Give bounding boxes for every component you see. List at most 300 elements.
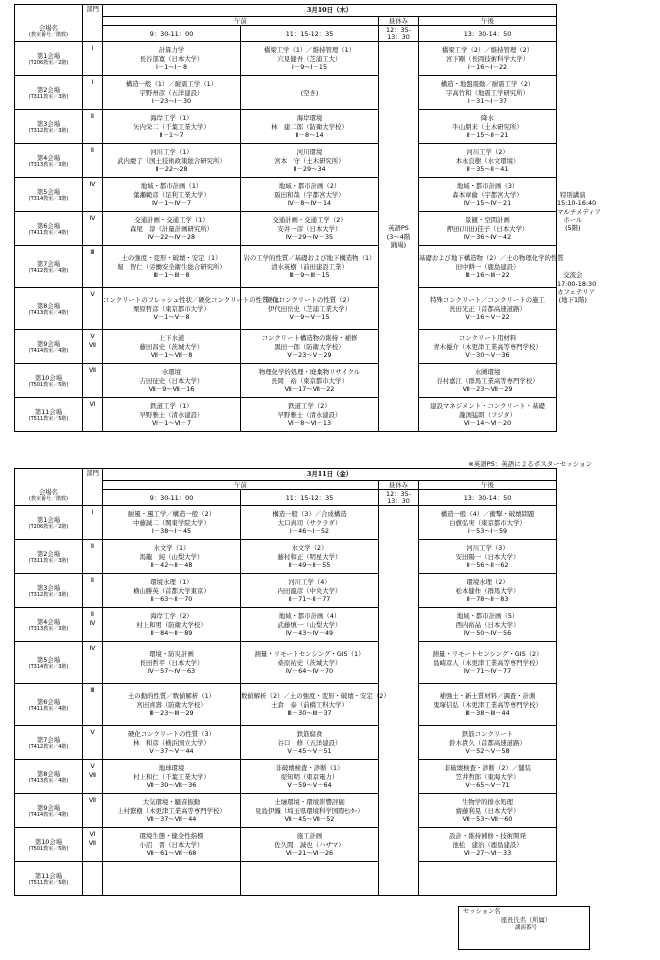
session-cell — [241, 642, 379, 684]
session-cell — [419, 684, 557, 726]
session-cell — [241, 144, 379, 178]
venue-cell — [15, 364, 83, 398]
venue-name: 第10会場 — [34, 837, 63, 846]
session-cell — [241, 246, 379, 288]
time-slot-3: 13：30-14：50 — [419, 490, 557, 506]
session-cell — [103, 794, 241, 828]
venue-name: 第7会場 — [36, 259, 61, 268]
venue-room: (T411教室／4階) — [28, 705, 69, 712]
session-cell — [419, 760, 557, 794]
dept-cell: Ⅴ Ⅶ — [83, 760, 103, 794]
session-title: 土壌環境・環境影響評価 — [274, 798, 345, 807]
session-cell — [103, 42, 241, 76]
session-title: 設計・維持補修・技術開発 — [449, 832, 526, 841]
session-cell — [103, 212, 241, 246]
session-cell — [419, 76, 557, 110]
session-chair: 宇高竹和（地震工学研究所） — [445, 88, 530, 97]
time-slot-3: 13：30-14：50 — [419, 26, 557, 42]
session-title: 土の動的性質／数値解析（1） — [127, 692, 216, 701]
session-chair: 白旗弘実（東京都市大学） — [449, 518, 526, 527]
session-numbers: Ⅴ－30～Ⅴ－36 — [465, 350, 510, 359]
session-numbers: Ⅲ－30～Ⅲ－37 — [287, 708, 332, 717]
session-chair: 横山勝英（首都大学東京） — [133, 586, 210, 595]
venue-cell — [15, 642, 83, 684]
venue-row — [15, 684, 589, 726]
session-numbers: Ⅰ－16～Ⅰ－22 — [467, 62, 508, 71]
session-chair: 栗原哲彦（東京都市大学） — [133, 304, 210, 313]
session-title: (空き) — [300, 88, 319, 97]
venue-room: (T311教室／3階) — [28, 557, 69, 564]
dept-cell: Ⅱ — [83, 540, 103, 574]
session-cell — [103, 246, 241, 288]
session-title: 構造一般（4）／衝撃・破壊問題 — [440, 510, 535, 519]
dept-cell: Ⅲ — [83, 684, 103, 726]
session-numbers: Ⅱ－1～7 — [159, 130, 184, 139]
venue-room: (T206教室／2階) — [28, 59, 69, 66]
session-cell — [103, 398, 241, 432]
venue-cell — [15, 506, 83, 540]
session-title: 河川工学（1） — [150, 148, 193, 157]
blank-cell — [557, 828, 589, 862]
venue-room: (T511教室／5階) — [28, 415, 69, 422]
session-numbers: Ⅰ－9～Ⅰ－15 — [291, 62, 328, 71]
venue-cell — [15, 144, 83, 178]
lunch-header: 昼休み — [379, 481, 419, 490]
legend-session-name: セッション名 — [463, 908, 501, 915]
venue-room: (T414教室／4階) — [28, 811, 69, 818]
venue-header-sub: (教室番号／階数) — [29, 496, 68, 503]
session-title: 施工計画 — [296, 832, 323, 841]
session-chair: 藤田昌史（茨城大学） — [139, 342, 204, 351]
session-numbers: Ⅲ－1～Ⅲ－8 — [153, 270, 190, 279]
venue-cell — [15, 110, 83, 144]
session-chair: 早野雅士（清水建設） — [277, 410, 342, 419]
date-heading: 3月11日（金） — [103, 469, 557, 481]
dept-cell: Ⅲ — [83, 246, 103, 288]
dept-cell: Ⅳ — [83, 642, 103, 684]
pm-header: 午後 — [419, 17, 557, 26]
lunch-cell — [379, 506, 419, 896]
session-chair: 長谷部寛（日本大学） — [139, 54, 204, 63]
session-cell — [103, 144, 241, 178]
venue-header-label: 会場名 — [38, 488, 59, 496]
session-cell — [103, 364, 241, 398]
session-chair: 安田陽一（日本大学） — [455, 552, 520, 561]
session-cell — [241, 364, 379, 398]
dept-cell: Ⅰ — [83, 76, 103, 110]
session-chair: 齋藤利晃（日本大学） — [455, 806, 520, 815]
session-cell — [103, 726, 241, 760]
session-title: 特殊コンクリート／コンクリートの施工 — [430, 296, 545, 305]
venue-row — [15, 760, 589, 794]
venue-row — [15, 506, 589, 540]
session-chair: 葉瀬範彦（足利工業大学） — [133, 190, 210, 199]
session-cell — [241, 110, 379, 144]
session-title: 硬化コンクリートの性質（3） — [127, 730, 215, 739]
session-cell — [419, 862, 557, 896]
venue-name: 第6会場 — [36, 221, 61, 230]
session-chair: 本永良樹（水文環境） — [455, 156, 520, 165]
dept-cell — [83, 862, 103, 896]
session-chair: 松本健作（群馬大学） — [455, 586, 520, 595]
session-title: コンクリート用材料 — [458, 334, 517, 343]
session-title: 鉄道工学（1） — [150, 402, 193, 411]
session-numbers: Ⅱ－78～Ⅱ－83 — [466, 594, 509, 603]
session-numbers: Ⅴ－52～Ⅴ－58 — [465, 746, 510, 755]
session-title: 測量・リモートセンシング・GIS（2） — [432, 650, 543, 659]
session-cell — [419, 330, 557, 364]
session-numbers: Ⅱ－35～Ⅱ－41 — [466, 164, 509, 173]
venue-row — [15, 178, 589, 212]
session-numbers: Ⅵ－1～Ⅵ－7 — [151, 418, 192, 427]
session-cell — [419, 506, 557, 540]
session-chair: 村上和男（防衛大学校） — [136, 620, 207, 629]
session-title: 環境水理（2） — [466, 578, 509, 587]
session-chair: 森尾 淳（計量計画研究所） — [129, 224, 214, 233]
blank-cell — [557, 862, 589, 896]
session-cell — [241, 574, 379, 608]
session-title: 基礎および地下構造物（2）／土の物理化学的性質 — [419, 254, 564, 263]
session-cell — [103, 642, 241, 684]
venue-header — [15, 5, 83, 42]
session-cell — [241, 828, 379, 862]
session-chair: 宇野州彦（五洋建設） — [139, 88, 204, 97]
session-cell — [419, 726, 557, 760]
dept-cell: Ⅴ — [83, 726, 103, 760]
venue-cell — [15, 608, 83, 642]
am-header: 午前 — [103, 481, 379, 490]
session-numbers: Ⅶ－17～Ⅶ－22 — [284, 384, 335, 393]
venue-row — [15, 794, 589, 828]
session-numbers: Ⅲ－23～Ⅲ－29 — [149, 708, 194, 717]
venue-room: (T413教室／4階) — [28, 777, 69, 784]
session-numbers: Ⅵ－27～Ⅵ－33 — [463, 848, 512, 857]
session-cell — [241, 540, 379, 574]
session-numbers: Ⅳ－1～Ⅳ－7 — [151, 198, 192, 207]
session-chair: 森本章倫（宇都宮大学） — [452, 190, 523, 199]
venue-cell — [15, 684, 83, 726]
dept-cell: Ⅴ Ⅶ — [83, 330, 103, 364]
session-title: 海岸環境 — [296, 114, 323, 123]
blank-cell — [557, 110, 589, 144]
venue-room: (T206教室／2階) — [28, 523, 69, 530]
venue-cell — [15, 212, 83, 246]
dept-cell: Ⅳ — [83, 212, 103, 246]
session-numbers: Ⅴ－65～Ⅴ－71 — [465, 780, 510, 789]
session-numbers: Ⅴ－59～Ⅴ－64 — [287, 780, 332, 789]
venue-name: 第2会場 — [36, 85, 61, 94]
time-slot-2: 11：15-12：35 — [241, 490, 379, 506]
venue-room: (T414教室／4階) — [28, 347, 69, 354]
session-title: 建設マネジメント・コンクリート・基礎 — [430, 402, 545, 411]
session-numbers: Ⅱ－56～Ⅱ－62 — [466, 560, 509, 569]
venue-row — [15, 364, 589, 398]
venue-name: 第9会場 — [36, 339, 61, 348]
session-chair: 林 和彦（横浜国立大学） — [133, 738, 210, 747]
session-chair: 西内裕晶（日本大学） — [455, 620, 520, 629]
session-chair: 島崎彦人（木更津工業高等専門学校） — [433, 658, 542, 667]
session-numbers: Ⅴ－1～Ⅴ－8 — [153, 312, 190, 321]
session-title: 地域・都市計画（3） — [456, 182, 519, 191]
session-chair: 長田光正（首都高速道路） — [449, 304, 526, 313]
session-title: 環境・防災計画 — [149, 650, 194, 659]
session-chair: 村上和仁（千葉工業大学） — [133, 772, 210, 781]
lunch-header: 昼休み — [379, 17, 419, 26]
dept-cell: Ⅱ — [83, 110, 103, 144]
session-cell — [103, 540, 241, 574]
session-chair: 見島伊織（埼玉県環境科学国際ｾﾝﾀｰ） — [255, 806, 364, 815]
session-title: 交通計画・交通工学（2） — [272, 216, 347, 225]
english-ps-note: ※英語PS：英語によるポスターセッション — [468, 460, 592, 468]
blank-cell — [557, 642, 589, 684]
session-numbers: Ⅱ－49～Ⅱ－55 — [288, 560, 331, 569]
venue-name: 第4会場 — [36, 617, 61, 626]
session-numbers: Ⅴ－9～Ⅴ－15 — [289, 312, 330, 321]
session-numbers: Ⅳ－15～Ⅳ－21 — [463, 198, 512, 207]
venue-name: 第11会場 — [34, 871, 63, 880]
venue-row — [15, 862, 589, 896]
session-cell — [241, 608, 379, 642]
session-chair: 土倉 泰（前橋工科大学） — [271, 700, 348, 709]
session-cell — [103, 110, 241, 144]
day1-schedule-table — [14, 4, 602, 432]
venue-row — [15, 726, 589, 760]
venue-name: 第1会場 — [36, 515, 61, 524]
session-chair: 小沼 晋（日本大学） — [139, 840, 204, 849]
session-cell — [103, 76, 241, 110]
venue-name: 第9会場 — [36, 803, 61, 812]
session-cell — [103, 288, 286, 330]
session-numbers: Ⅶ－23～Ⅶ－29 — [462, 384, 513, 393]
venue-row — [15, 574, 589, 608]
venue-name: 第1会場 — [36, 51, 61, 60]
session-chair: 押田(川田)佳子（日本大学） — [446, 224, 529, 233]
venue-row — [15, 398, 589, 432]
session-numbers: Ⅶ－61～Ⅶ－68 — [146, 848, 197, 857]
venue-room: (T313教室／3階) — [28, 161, 69, 168]
session-title: 地球環境 — [158, 764, 185, 773]
session-chair: 谷村嘉江（群馬工業高等専門学校） — [436, 376, 539, 385]
session-title: 非破壊検査・診断（2）／舗装 — [443, 764, 532, 773]
venue-name: 第5会場 — [36, 187, 61, 196]
session-title: 硬化コンクリートの性質（2） — [265, 296, 353, 305]
session-chair: 佐久間 誠也（ハザマ） — [274, 840, 345, 849]
venue-header-label: 会場名 — [38, 24, 59, 32]
session-numbers: Ⅳ－50～Ⅳ－56 — [463, 628, 512, 637]
session-chair: 池松 建治（鹿島建設） — [452, 840, 523, 849]
session-numbers: Ⅱ－71～Ⅱ－77 — [288, 594, 331, 603]
session-numbers: Ⅱ－63～Ⅱ－70 — [150, 594, 193, 603]
venue-cell — [15, 760, 83, 794]
session-title: 河川工学（2） — [466, 148, 509, 157]
lunch-cell: 英語PS (3～4階 踊場) — [379, 42, 419, 432]
venue-row — [15, 76, 589, 110]
blank-cell — [557, 76, 589, 110]
session-chair: 阪田和哉（宇都宮大学） — [274, 190, 345, 199]
venue-row — [15, 246, 589, 288]
session-chair: 谷口 修（五洋建設） — [277, 738, 342, 747]
venue-room: (T501教室／5階) — [28, 381, 69, 388]
session-numbers: Ⅱ－84～Ⅱ－89 — [150, 628, 193, 637]
session-cell — [103, 178, 241, 212]
dept-cell: Ⅰ — [83, 506, 103, 540]
venue-name: 第2会場 — [36, 549, 61, 558]
session-numbers: Ⅳ－57～Ⅳ－63 — [147, 666, 196, 675]
session-numbers: Ⅵ－21～Ⅵ－26 — [285, 848, 334, 857]
dept-cell: Ⅰ — [83, 42, 103, 76]
session-title: 海岸工学（1） — [150, 114, 193, 123]
session-title: 水環境 — [161, 368, 182, 377]
session-numbers: Ⅰ－31～Ⅰ－37 — [467, 96, 508, 105]
dept-cell: Ⅶ — [83, 364, 103, 398]
venue-room: (T314教室／3階) — [28, 195, 69, 202]
legend-talk-number: 講演番号 — [514, 925, 537, 931]
session-cell — [103, 330, 241, 364]
session-numbers: Ⅳ－36～Ⅳ－42 — [463, 232, 512, 241]
blank-cell — [557, 42, 589, 76]
session-cell — [419, 212, 557, 246]
time-slot-1: 9：30-11：00 — [103, 490, 241, 506]
session-chair: 長岡 裕（東京都市大学） — [271, 376, 348, 385]
session-cell — [419, 794, 557, 828]
session-title: 構造一般（3）／合成構造 — [272, 510, 347, 519]
venue-name: 第3会場 — [36, 583, 61, 592]
session-cell — [103, 828, 241, 862]
venue-name: 第11会場 — [34, 407, 63, 416]
venue-row — [15, 144, 589, 178]
session-chair: 穴見健吾（芝浦工大） — [277, 54, 342, 63]
session-chair: 矢内栄二（千葉工業大学） — [133, 122, 210, 131]
venue-row — [15, 330, 589, 364]
session-cell — [419, 178, 557, 212]
session-title: 河川工学（4） — [288, 578, 331, 587]
venue-cell — [15, 246, 83, 288]
session-title: 構造一般（1）／耐震工学（1） — [125, 80, 218, 89]
session-numbers: Ⅱ－29～34 — [293, 164, 326, 173]
venue-cell — [15, 574, 83, 608]
venue-row — [15, 42, 589, 76]
venue-row — [15, 642, 589, 684]
dept-cell: Ⅱ — [83, 144, 103, 178]
venue-header-sub: (教室番号／階数) — [29, 32, 68, 39]
session-title: 岩の工学的性質／基礎および地下構造物（1） — [243, 254, 376, 263]
session-cell — [103, 574, 241, 608]
venue-room: (T313教室／3階) — [28, 625, 69, 632]
venue-row — [15, 288, 589, 330]
session-chair: 馬籠 純（山梨大学） — [139, 552, 204, 561]
session-cell — [241, 794, 379, 828]
session-cell — [419, 364, 557, 398]
venue-name: 第10会場 — [34, 373, 63, 382]
session-chair: 上村繁樹（木更津工業高等専門学校） — [117, 806, 226, 815]
blank-cell — [557, 726, 589, 760]
venue-room: (T312教室／3階) — [28, 591, 69, 598]
venue-row — [15, 540, 589, 574]
venue-room: (T311教室／3階) — [28, 93, 69, 100]
session-title: 数値解析（2）／土の強度・変形・破壊・安定（2） — [241, 692, 390, 701]
session-title: 海岸工学（2） — [150, 612, 193, 621]
session-cell — [419, 608, 557, 642]
session-numbers: Ⅱ－22～28 — [155, 164, 188, 173]
venue-name: 第6会場 — [36, 697, 61, 706]
session-numbers: Ⅰ－53～Ⅰ－59 — [467, 526, 508, 535]
session-chair: 長田哲平（日本大学） — [139, 658, 204, 667]
session-numbers: Ⅴ－23～Ⅴ－29 — [287, 350, 332, 359]
session-cell — [419, 110, 557, 144]
session-title: 景観・空間計画 — [465, 216, 510, 225]
session-cell — [241, 726, 379, 760]
session-cell — [419, 828, 557, 862]
session-chair: 牛山朋来（土木研究所） — [452, 122, 523, 131]
pm-header: 午後 — [419, 481, 557, 490]
session-numbers: Ⅲ－38～Ⅲ－44 — [465, 708, 510, 717]
session-numbers: Ⅳ－71～Ⅳ－77 — [463, 666, 512, 675]
blank-cell — [557, 5, 589, 42]
session-cell — [103, 506, 241, 540]
dept-header: 部門 — [83, 5, 103, 42]
session-chair: 吉田征史（日本大学） — [139, 376, 204, 385]
session-numbers: Ⅴ－16～Ⅴ－22 — [465, 312, 510, 321]
session-cell — [419, 574, 557, 608]
session-chair: 伊代田岳史（芝浦工業大学） — [267, 304, 352, 313]
session-title: 大気環境・騒音振動 — [142, 798, 201, 807]
blank-cell — [557, 794, 589, 828]
session-numbers: Ⅴ－45～Ⅴ－51 — [287, 746, 332, 755]
venue-room: (T411教室／4階) — [28, 229, 69, 236]
session-numbers: Ⅳ－43～Ⅳ－49 — [285, 628, 334, 637]
venue-cell — [15, 828, 83, 862]
venue-name: 第7会場 — [36, 735, 61, 744]
session-title: 鉄筋コンクリート — [462, 730, 514, 739]
session-numbers: Ⅳ－64～Ⅳ－70 — [285, 666, 334, 675]
session-chair: 青木優介（木更津工業高等専門学校） — [433, 342, 542, 351]
session-chair: 宮本 守（土木研究所） — [274, 156, 345, 165]
session-numbers: Ⅳ－29～Ⅳ－35 — [285, 232, 334, 241]
session-chair: 瀧渕猛朗（フジタ） — [459, 410, 517, 419]
session-numbers: Ⅵ－14～Ⅵ－20 — [463, 418, 512, 427]
dept-cell: Ⅳ — [83, 178, 103, 212]
blank-cell — [557, 398, 589, 432]
session-cell — [419, 288, 557, 330]
session-title: 非破壊検査・診断（1） — [275, 764, 344, 773]
time-slot-lunch: 12：35- 13：30 — [379, 490, 419, 506]
dept-header: 部門 — [83, 469, 103, 506]
session-chair: 宮下剛（長岡技術科学大学） — [445, 54, 530, 63]
session-chair: 安井一彦（日本大学） — [277, 224, 342, 233]
venue-room: (T412教室／4階) — [28, 267, 69, 274]
session-chair: 鈴木貴久（首都高速道路） — [449, 738, 526, 747]
session-numbers: Ⅶ－45～Ⅶ－52 — [284, 814, 335, 823]
blank-cell — [557, 760, 589, 794]
session-numbers: Ⅵ－8～Ⅵ－13 — [287, 418, 332, 427]
session-cell — [419, 42, 557, 76]
session-chair: 内田龍彦（中央大学） — [277, 586, 342, 595]
session-cell — [419, 540, 557, 574]
session-numbers: Ⅳ－22～Ⅳ－28 — [147, 232, 196, 241]
session-numbers: Ⅰ－38～Ⅰ－45 — [151, 526, 192, 535]
session-numbers: Ⅲ－16～Ⅲ－22 — [465, 270, 510, 279]
session-title: 構造・地盤震動／耐震工学（2） — [440, 80, 535, 89]
session-title: 地域・都市計画（1） — [140, 182, 203, 191]
venue-cell — [15, 862, 83, 896]
venue-room: (T314教室／3階) — [28, 663, 69, 670]
session-numbers: Ⅱ－42～Ⅱ－48 — [150, 560, 193, 569]
session-title: 橋梁工学（1）／維持管理（1） — [263, 46, 356, 55]
session-title: 鉄筋腐食 — [296, 730, 323, 739]
session-title: 環境水理（1） — [150, 578, 193, 587]
venue-row — [15, 608, 589, 642]
time-slot-1: 9：30-11：00 — [103, 26, 241, 42]
